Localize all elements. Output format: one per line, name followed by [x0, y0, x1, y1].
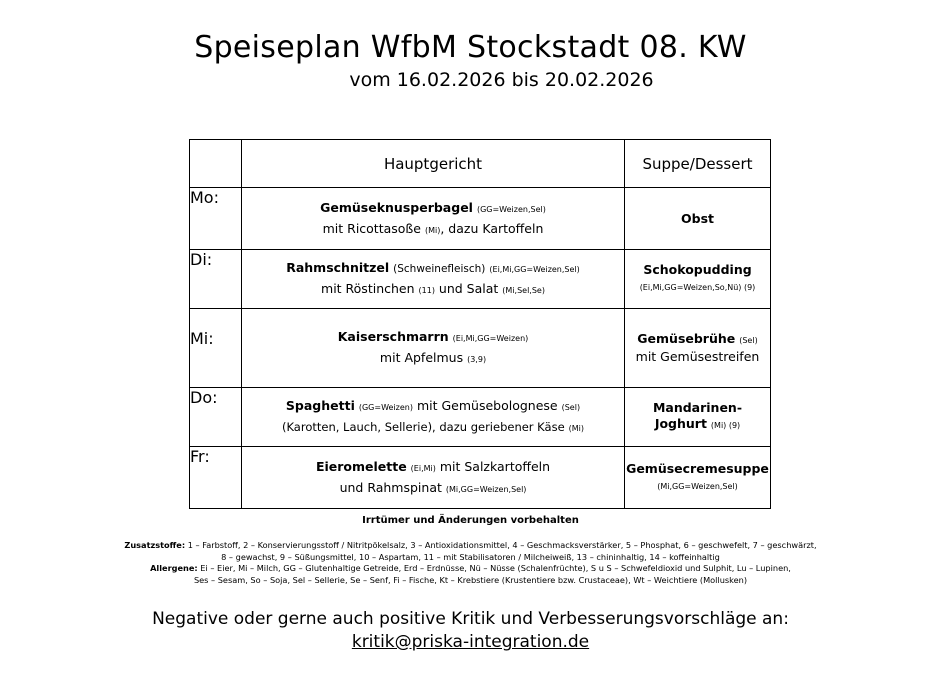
main-dish-cell	[242, 447, 625, 509]
dish-text: mit Gemüsebolognese	[416, 398, 558, 413]
legend-text: Ei – Eier, Mi – Milch, GG – Glutenhaltige Getreide, Erd – Erdnüsse, Nü – Nüsse (Schalenfrüchte), S u S – Schwefeldioxid und Sulphit, Lu – Lupinen,	[197, 563, 791, 573]
menu-table	[189, 139, 771, 509]
main-dish-cell	[242, 250, 625, 309]
dish-text: mit Salzkartoffeln	[439, 458, 551, 474]
allergen-tag: (3,9)	[467, 355, 487, 364]
allergen-tag: (Sel)	[739, 336, 758, 345]
main-dish-cell	[242, 388, 625, 447]
legend-text: 1 – Farbstoff, 2 – Konservierungsstoff / Nitritpökelsalz, 3 – Antioxidationsmittel, 4 – Geschmacksverstärker, 5 – Phosphat, 6 – geschwefelt, 7 – geschwärzt,	[185, 540, 817, 550]
table-row-monday	[190, 188, 771, 250]
dish-name: Spaghetti	[285, 398, 355, 413]
dish-text: (Schweinefleisch)	[393, 263, 486, 275]
allergen-tag: (Ei,Mi,GG=Weizen,Sel)	[489, 265, 580, 274]
side-dish-cell	[625, 188, 771, 250]
dish-text: (Karotten, Lauch, Sellerie), dazu geriebener Käse	[281, 420, 565, 434]
header-empty-cell	[190, 140, 242, 188]
header-soup-dessert: Suppe/Dessert	[625, 140, 771, 188]
allergen-tag: (Mi)	[568, 424, 584, 433]
main-dish-cell	[242, 309, 625, 388]
dish-text: und Salat	[438, 281, 499, 296]
page-title: Speiseplan WfbM Stockstadt 08. KW	[194, 30, 747, 65]
main-dish-cell	[242, 188, 625, 250]
legend-label: Zusatzstoffe:	[124, 540, 186, 550]
side-dish-cell	[625, 250, 771, 309]
dish-name: Kaiserschmarrn	[337, 329, 449, 344]
dish-text: mit Ricottasoße	[322, 220, 421, 236]
day-label: Fr:	[190, 447, 242, 509]
day-label: Mi:	[190, 309, 242, 388]
table-row-friday	[190, 447, 771, 509]
allergen-tag: (Ei,Mi,GG=Weizen)	[452, 334, 529, 343]
dish-text: mit Apfelmus	[379, 350, 464, 365]
side-text: mit Gemüsestreifen	[635, 349, 760, 364]
table-row-wednesday	[190, 309, 771, 388]
dish-name: Gemüseknusperbagel	[320, 199, 473, 215]
table-row-thursday	[190, 388, 771, 447]
side-dish-cell	[625, 388, 771, 447]
allergen-tag: (Mi)	[424, 225, 441, 235]
dish-name: Rahmschnitzel	[286, 260, 390, 275]
feedback-section	[0, 608, 941, 654]
allergen-tag: (11)	[418, 286, 435, 295]
legend-line: 8 – gewachst, 9 – Süßungsmittel, 10 – Aspartam, 11 – mit Stabilisatoren / Milcheiweiß, 13 – chininhaltig, 14 – koffeinhaltig	[221, 551, 720, 562]
dish-text: mit Röstinchen	[321, 281, 415, 296]
side-name: Mandarinen-	[652, 400, 743, 415]
additives-legend	[0, 540, 941, 586]
dish-text: , dazu Kartoffeln	[440, 220, 544, 236]
allergen-tag: (Ei,Mi,GG=Weizen,So,Nü) (9)	[639, 283, 756, 292]
allergen-tag: (Ei,Mi)	[410, 463, 436, 473]
side-name: Gemüsecremesuppe	[626, 460, 769, 476]
allergen-tag: (GG=Weizen,Sel)	[476, 204, 546, 214]
legend-line	[0, 563, 941, 575]
side-dish-cell	[625, 447, 771, 509]
header-main-dish: Hauptgericht	[242, 140, 625, 188]
feedback-text: Negative oder gerne auch positive Kritik und Verbesserungsvorschläge an:	[152, 609, 789, 629]
dish-name: Eieromelette	[315, 458, 407, 474]
side-dish-cell	[625, 309, 771, 388]
allergen-tag: (Mi) (9)	[710, 421, 741, 430]
table-header-row	[190, 140, 771, 188]
allergen-tag: (Mi,GG=Weizen,Sel)	[445, 484, 527, 494]
legend-line	[0, 540, 941, 552]
allergen-tag: (GG=Weizen)	[358, 403, 413, 412]
disclaimer: Irrtümer und Änderungen vorbehalten	[362, 515, 579, 526]
table-row-tuesday	[190, 250, 771, 309]
allergen-tag: (Sel)	[561, 403, 581, 412]
legend-line: Ses – Sesam, So – Soja, Sel – Sellerie, Se – Senf, Fi – Fische, Kt – Krebstiere (Krustentiere bzw. Crustaceae), Wt – Weichtiere (Mollusken)	[193, 574, 748, 585]
allergen-tag: (Mi,Sel,Se)	[502, 286, 545, 295]
day-label: Do:	[190, 388, 242, 447]
dish-text: und Rahmspinat	[339, 479, 442, 495]
allergen-tag: (Mi,GG=Weizen,Sel)	[657, 481, 738, 491]
side-name: Schokopudding	[643, 262, 752, 277]
side-name: Joghurt	[654, 416, 707, 431]
legend-label: Allergene:	[150, 563, 198, 573]
feedback-email-link[interactable]: kritik@priska-integration.de	[351, 632, 590, 652]
day-label: Mo:	[190, 188, 242, 250]
side-name: Gemüsebrühe	[637, 331, 736, 346]
side-name: Obst	[681, 210, 714, 226]
day-label: Di:	[190, 250, 242, 309]
date-range: vom 16.02.2026 bis 20.02.2026	[349, 69, 654, 91]
